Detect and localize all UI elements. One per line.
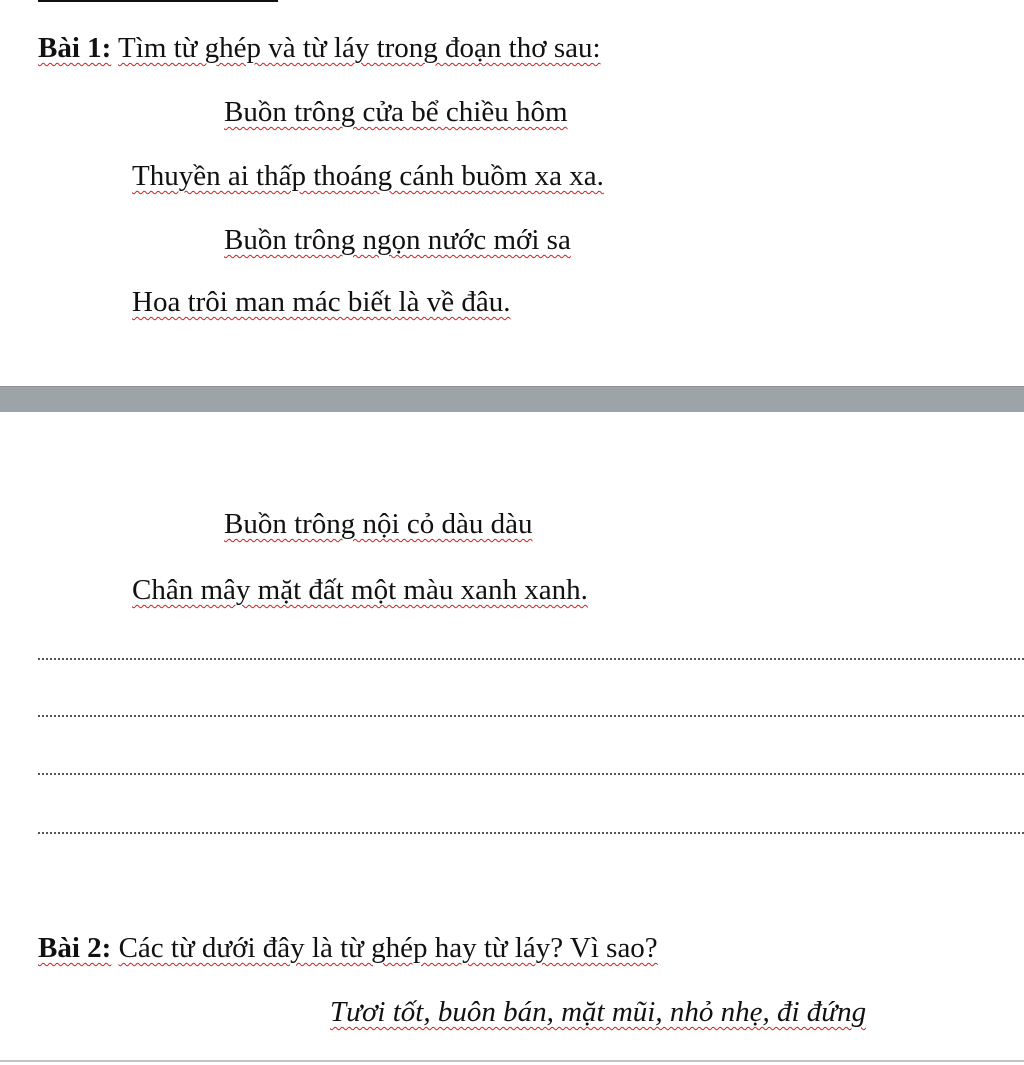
poem-line-1: Buồn trông cửa bể chiều hôm [224,96,568,128]
page-bottom-edge [0,1060,1024,1062]
exercise-1-prompt: Tìm từ ghép và từ láy trong đoạn thơ sau: [118,32,601,64]
exercise-2-heading [38,930,658,966]
header-rule [38,0,278,2]
document-page-1 [0,0,1024,386]
exercise-2-label: Bài 2: [38,932,112,964]
exercise-1-label: Bài 1: [38,32,112,64]
exercise-1-heading [38,30,601,66]
exercise-2-word-list: Tươi tốt, buôn bán, mặt mũi, nhỏ nhẹ, đi đứng [330,996,867,1028]
document-page-2 [0,412,1024,1065]
exercise-2-prompt: Các từ dưới đây là từ ghép hay từ láy? Vì sao? [118,932,658,964]
page-break-gap [0,386,1024,414]
answer-line-2[interactable] [38,715,1024,717]
answer-line-4[interactable] [38,832,1024,834]
answer-line-3[interactable] [38,773,1024,775]
poem-line-6: Chân mây mặt đất một màu xanh xanh. [132,574,588,606]
poem-line-2: Thuyền ai thấp thoáng cánh buồm xa xa. [132,160,604,192]
poem-line-3: Buồn trông ngọn nước mới sa [224,224,571,256]
answer-line-1[interactable] [38,658,1024,660]
poem-line-4: Hoa trôi man mác biết là về đâu. [132,286,511,318]
poem-line-5: Buồn trông nội cỏ dàu dàu [224,508,533,540]
